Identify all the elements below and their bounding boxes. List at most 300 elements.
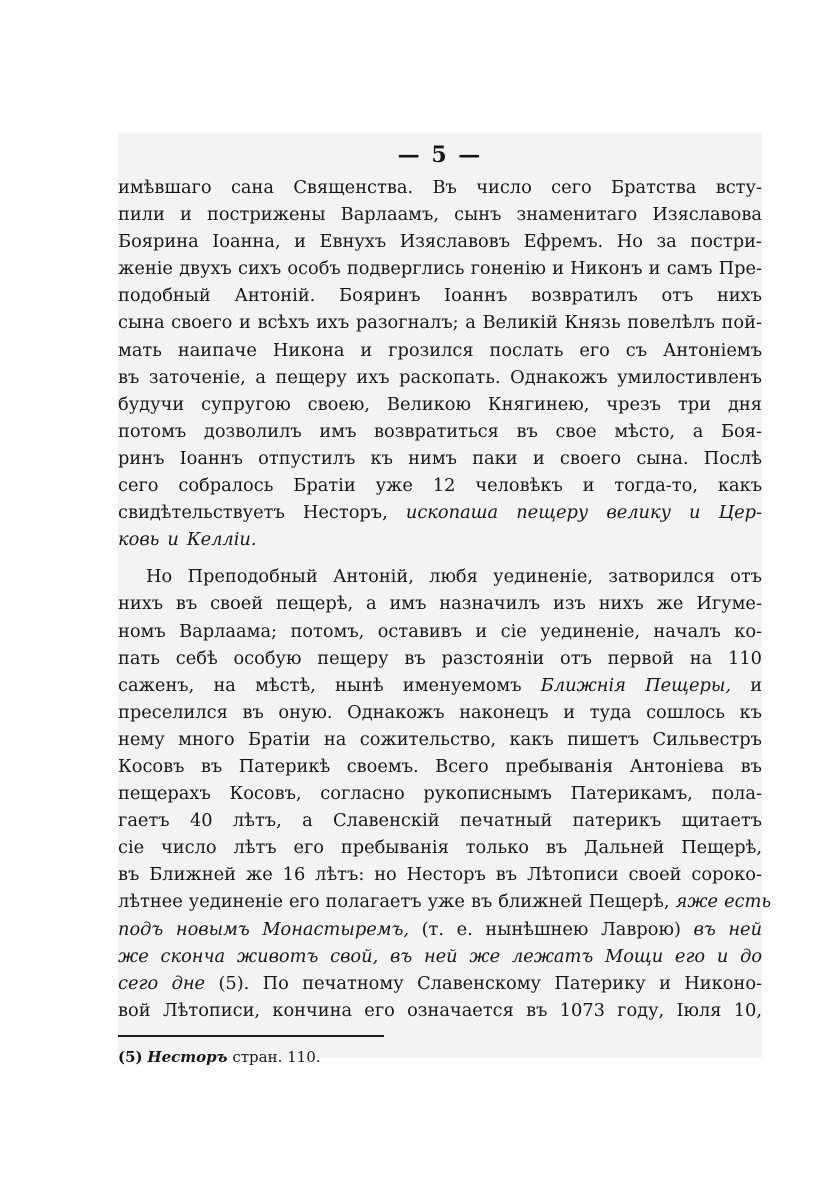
- word: оную.: [278, 701, 333, 723]
- text-line: [118, 201, 762, 228]
- word: грозился: [388, 339, 474, 361]
- text-line: [118, 228, 762, 255]
- word: сана: [230, 177, 274, 198]
- word: Несторъ,: [302, 502, 388, 524]
- word: своею,: [307, 393, 370, 415]
- word: чрезъ: [606, 393, 662, 415]
- word: же: [118, 945, 149, 967]
- word: рукописнымъ: [423, 783, 552, 805]
- word: Патерику: [554, 972, 646, 994]
- word: Но: [616, 231, 643, 253]
- word: число: [161, 837, 217, 859]
- word: возвратилъ: [531, 285, 638, 307]
- word: Братіи: [247, 728, 311, 750]
- word: лѣтъ: [233, 837, 277, 859]
- main-text: [118, 174, 772, 1024]
- word: какъ: [717, 475, 763, 497]
- word: Боярина: [118, 231, 199, 253]
- word: уединеніе: [188, 891, 283, 913]
- footnote-reference: стран. 110.: [232, 1047, 321, 1066]
- word: наконецъ: [459, 701, 549, 723]
- word: дозволилъ: [203, 420, 302, 442]
- text-line: [118, 364, 762, 391]
- word: и: [238, 312, 251, 334]
- word: Лѣтописи,: [162, 999, 261, 1021]
- word: сынъ: [454, 204, 502, 226]
- page-number: — 5 —: [397, 142, 483, 168]
- word: сіе: [118, 837, 145, 859]
- text-line: [118, 645, 762, 672]
- word: Ефремъ.: [523, 231, 604, 253]
- word: щитаетъ: [681, 810, 762, 832]
- word: Великою: [386, 393, 471, 415]
- text-line: [118, 282, 762, 309]
- word: имъ: [319, 420, 357, 442]
- word: свой,: [330, 945, 379, 967]
- word: саженъ,: [118, 674, 195, 696]
- word: и: [716, 945, 729, 967]
- word: есть: [724, 891, 772, 913]
- word: кончина: [272, 999, 353, 1021]
- word: сороко-: [691, 864, 762, 886]
- word: въ: [389, 945, 413, 967]
- word: Но: [146, 566, 173, 588]
- word: преселился: [118, 701, 228, 723]
- word: особую: [233, 647, 302, 669]
- word: пать: [118, 647, 160, 669]
- word: повелѣлъ: [627, 312, 715, 334]
- word: Никонъ: [570, 258, 643, 280]
- word: назначилъ: [439, 593, 541, 615]
- word: пещеру: [317, 647, 389, 669]
- word: и: [659, 972, 671, 994]
- word: отъ: [661, 285, 694, 307]
- word: вой: [118, 999, 151, 1021]
- word: самъ: [666, 258, 713, 280]
- word: же: [469, 945, 501, 967]
- word: Іоаннъ: [179, 447, 243, 469]
- word: возвратиться: [374, 420, 499, 442]
- word: пещерахъ: [118, 783, 211, 805]
- word: Бояринъ: [339, 285, 421, 307]
- word: уже: [427, 891, 465, 913]
- word: свидѣтельствуетъ: [118, 502, 285, 524]
- footnote-marker: (5): [118, 1047, 143, 1066]
- word: число: [476, 177, 532, 198]
- word: е.: [456, 918, 473, 940]
- word: Славенскій: [333, 810, 440, 832]
- word: уединеніе,: [493, 566, 594, 588]
- text-line: [118, 753, 762, 780]
- text-line: [118, 337, 762, 364]
- word: 16: [282, 864, 306, 886]
- footnote: [118, 1046, 762, 1068]
- footnote-author: Несторъ: [147, 1047, 228, 1066]
- word: но: [374, 864, 397, 886]
- word: и: [167, 529, 179, 551]
- word: Ближнія: [540, 674, 626, 696]
- word: Преподобный: [187, 566, 318, 588]
- word: Варлаамъ,: [340, 204, 439, 226]
- word: именуемомъ: [402, 674, 522, 696]
- word: патерикъ: [572, 810, 662, 832]
- book-page: [118, 140, 772, 1068]
- word: Всего: [435, 755, 489, 777]
- word: Игуме-: [696, 593, 762, 615]
- text-line: [118, 526, 762, 553]
- word: затворился: [608, 566, 715, 588]
- word: гоненію: [470, 258, 546, 280]
- word: нихъ: [118, 593, 164, 615]
- word: Послѣ: [703, 447, 762, 469]
- word: сего: [118, 972, 159, 994]
- word: полагаетъ: [325, 891, 422, 913]
- word: сконча: [160, 945, 226, 967]
- word: 1073: [559, 999, 605, 1021]
- word: Антоній.: [234, 285, 316, 307]
- word: Іюля: [676, 999, 722, 1021]
- word: сына: [118, 312, 165, 334]
- word: на: [213, 674, 236, 696]
- text-line: [118, 888, 772, 915]
- word: печатный: [459, 810, 553, 832]
- word: Евнухъ: [319, 231, 387, 253]
- word: въ: [175, 593, 198, 615]
- word: себѣ: [175, 647, 218, 669]
- text-line: [118, 472, 762, 499]
- word: а: [255, 366, 266, 388]
- word: и: [532, 447, 545, 469]
- word: ней: [423, 945, 458, 967]
- word: Князь: [564, 312, 621, 334]
- word: только: [465, 837, 530, 859]
- word: лѣтъ:: [315, 864, 365, 886]
- word: нихъ: [598, 593, 644, 615]
- word: въ: [242, 701, 264, 723]
- word: нынѣшнею: [485, 918, 589, 940]
- word: и: [582, 475, 595, 497]
- word: ихъ: [356, 366, 390, 388]
- word: ихъ: [316, 312, 350, 334]
- word: Братства: [611, 177, 697, 198]
- word: 10,: [733, 999, 762, 1021]
- word: Никона: [272, 339, 345, 361]
- word: Пещерѣ,: [588, 891, 670, 913]
- word: же: [245, 864, 273, 886]
- word: первой: [607, 647, 674, 669]
- text-line: [118, 997, 762, 1024]
- word: Боя-: [720, 420, 762, 442]
- word: въ: [404, 647, 426, 669]
- word: велику: [606, 502, 671, 524]
- word: пещеру: [275, 366, 347, 388]
- word: сего: [118, 475, 159, 497]
- word: всѣхъ: [257, 312, 310, 334]
- word: (т.: [421, 918, 445, 940]
- word: въ: [118, 864, 140, 886]
- word: Косовъ: [118, 755, 185, 777]
- text-line: [118, 807, 762, 834]
- word: Въ: [432, 177, 457, 198]
- word: означается: [407, 999, 514, 1021]
- word: Братіи: [293, 475, 356, 497]
- word: Антоніемъ: [662, 339, 763, 361]
- word: паки: [472, 447, 518, 469]
- word: оставивъ: [377, 620, 463, 642]
- word: отъ: [730, 566, 762, 588]
- word: потомъ,: [290, 620, 365, 642]
- word: заточеніе,: [148, 366, 246, 388]
- word: печатному: [302, 972, 404, 994]
- word: Варлаама;: [179, 620, 278, 642]
- word: Никоно-: [684, 972, 763, 994]
- text-line: [118, 618, 762, 645]
- word: Лѣтописи: [526, 864, 619, 886]
- text-line: [118, 916, 762, 943]
- word: По: [262, 972, 289, 994]
- word: уединеніе,: [540, 620, 641, 642]
- word: три: [677, 393, 712, 415]
- word: пещеру: [516, 502, 589, 524]
- word: тогда-то,: [614, 475, 698, 497]
- word: Іоанна,: [212, 231, 281, 253]
- word: Мощи: [605, 945, 664, 967]
- word: умилостивленъ: [617, 366, 762, 388]
- text-line: [118, 943, 762, 970]
- word: въ: [495, 864, 518, 886]
- word: своего: [559, 447, 622, 469]
- word: а: [465, 312, 476, 334]
- word: Однакожъ: [347, 701, 445, 723]
- word: любя: [429, 566, 478, 588]
- word: отпустилъ: [258, 447, 356, 469]
- word: на: [689, 647, 713, 669]
- word: (5).: [218, 972, 250, 994]
- text-line: [118, 780, 762, 807]
- word: пишетъ: [567, 728, 640, 750]
- word: ближней: [498, 891, 583, 913]
- word: пола-: [711, 783, 762, 805]
- word: лежатъ: [511, 945, 594, 967]
- word: а: [302, 810, 313, 832]
- word: а: [692, 420, 704, 442]
- word: Косовъ,: [229, 783, 302, 805]
- word: уже: [375, 475, 413, 497]
- text-line: [118, 861, 762, 888]
- text-line: [118, 309, 762, 336]
- text-line: [118, 563, 762, 590]
- word: лѣтнее: [118, 891, 183, 913]
- word: его: [293, 837, 324, 859]
- word: будучи: [118, 393, 185, 415]
- text-line: [118, 418, 762, 445]
- word: Ближней: [149, 864, 236, 886]
- word: пещерѣ,: [275, 593, 354, 615]
- word: сіе: [500, 620, 527, 642]
- word: на: [323, 728, 347, 750]
- word: въ: [516, 420, 538, 442]
- text-line: [118, 499, 762, 526]
- text-line: [118, 255, 762, 282]
- word: женіе: [118, 258, 173, 280]
- word: раскопать.: [399, 366, 501, 388]
- word: гаетъ: [118, 810, 170, 832]
- word: 40: [189, 810, 213, 832]
- word: Священства.: [293, 177, 414, 198]
- word: въ: [545, 837, 568, 859]
- word: Славенскому: [417, 972, 542, 994]
- word: до: [740, 945, 763, 967]
- word: послать: [489, 339, 564, 361]
- word: Цер-: [718, 502, 763, 524]
- word: году,: [617, 999, 665, 1021]
- word: имѣвшаго: [118, 177, 212, 198]
- word: ковь: [118, 529, 160, 551]
- word: сожительство,: [359, 728, 497, 750]
- word: мѣстѣ,: [255, 674, 316, 696]
- word: и: [552, 258, 565, 280]
- word: номъ: [118, 620, 166, 642]
- word: къ: [739, 701, 762, 723]
- word: дне: [171, 972, 206, 994]
- word: нынѣ: [335, 674, 384, 696]
- text-line: [118, 699, 762, 726]
- word: его: [579, 339, 610, 361]
- word: Несторъ: [406, 864, 486, 886]
- word: свое: [555, 420, 597, 442]
- word: наипаче: [177, 339, 257, 361]
- word: нему: [118, 728, 165, 750]
- word: Великій: [482, 312, 558, 334]
- word: и: [475, 620, 488, 642]
- word: къ: [370, 447, 393, 469]
- word: отъ: [560, 647, 592, 669]
- word: много: [178, 728, 235, 750]
- word: ко-: [734, 620, 763, 642]
- word: въ: [526, 999, 548, 1021]
- word: въ: [118, 366, 140, 388]
- word: разогналъ;: [355, 312, 459, 334]
- word: въ: [693, 918, 716, 940]
- word: Пещерѣ,: [681, 837, 762, 859]
- word: и: [360, 339, 373, 361]
- word: человѣкъ: [475, 475, 563, 497]
- word: же: [656, 593, 684, 615]
- word: ринъ: [118, 447, 165, 469]
- word: животъ: [236, 945, 319, 967]
- word: Лаврою): [600, 918, 681, 940]
- word: какъ: [509, 728, 554, 750]
- word: сихъ: [238, 258, 282, 280]
- word: собралось: [178, 475, 274, 497]
- word: пребыванія: [340, 837, 449, 859]
- word: всту-: [715, 177, 762, 198]
- word: яже: [675, 891, 719, 913]
- footnote-rule: [118, 1035, 384, 1037]
- word: согласно: [320, 783, 405, 805]
- word: и: [294, 231, 306, 253]
- word: сошлось: [646, 701, 725, 723]
- word: въ: [470, 891, 493, 913]
- word: подверглись: [346, 258, 465, 280]
- word: пой-: [721, 312, 762, 334]
- word: въ: [740, 755, 762, 777]
- word: въ: [200, 755, 223, 777]
- word: особъ: [287, 258, 341, 280]
- word: мать: [118, 339, 162, 361]
- word: пили: [118, 204, 165, 226]
- word: подобный: [118, 285, 211, 307]
- word: началъ: [653, 620, 721, 642]
- text-line: [118, 391, 762, 418]
- word: Патерикамъ,: [570, 783, 693, 805]
- word: своей: [628, 864, 682, 886]
- word: супругою: [201, 393, 291, 415]
- word: двухъ: [179, 258, 232, 280]
- word: и: [648, 258, 661, 280]
- word: Антоніева: [629, 755, 725, 777]
- word: своего: [171, 312, 233, 334]
- word: и: [750, 674, 763, 696]
- word: Однакожъ: [510, 366, 608, 388]
- word: Княгинею,: [487, 393, 590, 415]
- word: имъ: [389, 593, 427, 615]
- word: Сильвестръ: [652, 728, 762, 750]
- word: Монастыремъ,: [262, 918, 409, 940]
- word: и: [180, 204, 192, 226]
- word: и: [689, 502, 701, 524]
- word: лѣтъ,: [232, 810, 282, 832]
- word: нимъ: [408, 447, 457, 469]
- word: дня: [727, 393, 762, 415]
- word: за: [656, 231, 677, 253]
- word: своемъ.: [346, 755, 419, 777]
- word: Пре-: [718, 258, 762, 280]
- word: его: [289, 891, 320, 913]
- word: Іоаннъ: [444, 285, 508, 307]
- word: 12: [432, 475, 456, 497]
- text-line: [118, 726, 762, 753]
- word: Изяславова: [652, 204, 762, 226]
- word: ископаша: [405, 502, 499, 524]
- word: ней: [728, 918, 763, 940]
- text-line: [118, 672, 762, 699]
- word: туда: [589, 701, 632, 723]
- word: изъ: [552, 593, 586, 615]
- word: Дальней: [584, 837, 665, 859]
- word: и: [563, 701, 576, 723]
- text-line: [118, 970, 762, 997]
- word: потомъ: [118, 420, 187, 442]
- word: сего: [551, 177, 592, 198]
- text-line: [118, 834, 762, 861]
- word: пострижены: [207, 204, 326, 226]
- word: его: [674, 945, 706, 967]
- word: 110: [728, 647, 762, 669]
- word: пребыванія: [505, 755, 614, 777]
- text-line: [118, 590, 762, 617]
- text-line: [118, 445, 762, 472]
- word: Пещеры,: [645, 674, 731, 696]
- word: подъ: [118, 918, 164, 940]
- word: его: [364, 999, 395, 1021]
- word: своей: [210, 593, 264, 615]
- word: нихъ: [716, 285, 762, 307]
- word: Келліи.: [186, 529, 257, 551]
- text-line: [118, 174, 762, 201]
- word: съ: [625, 339, 648, 361]
- word: разстояніи: [441, 647, 545, 669]
